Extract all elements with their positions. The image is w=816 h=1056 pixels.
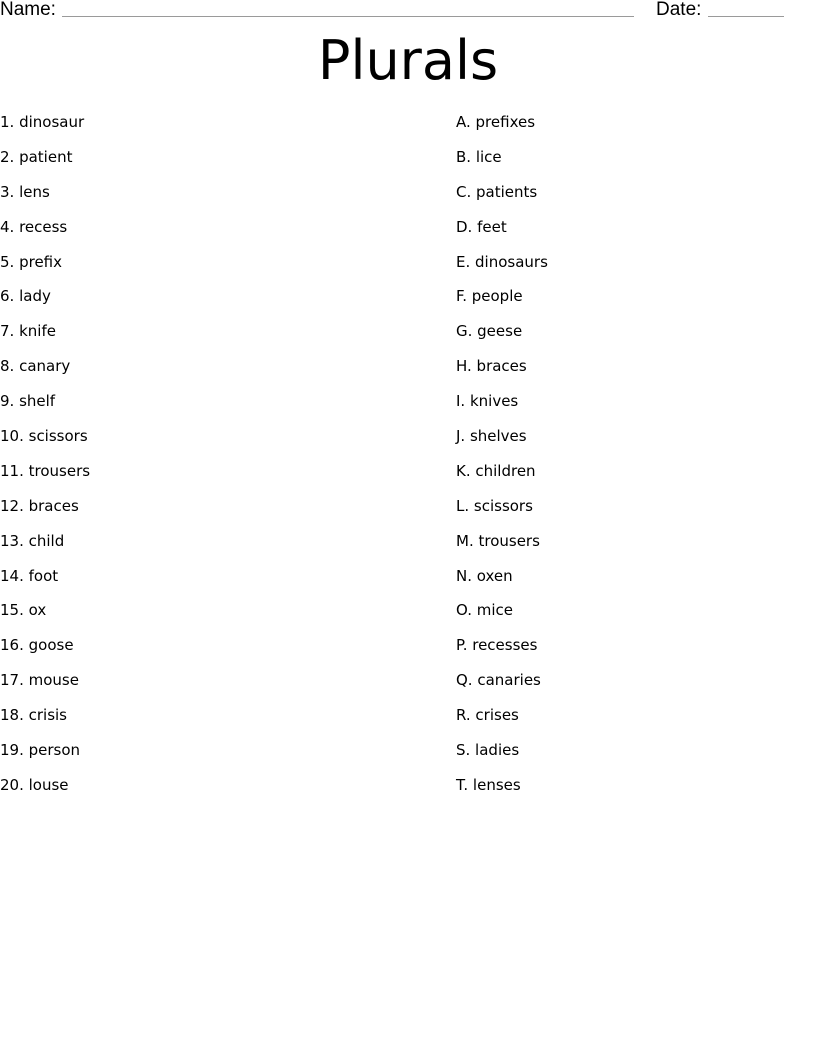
singular-item: 8. canary	[0, 357, 71, 376]
plural-item: P. recesses	[456, 636, 538, 655]
singular-item: 19. person	[0, 741, 81, 760]
plural-item: B. lice	[456, 147, 502, 166]
singular-item: 13. child	[0, 531, 65, 550]
plural-item: K. children	[456, 461, 536, 480]
singular-item: 18. crisis	[0, 706, 68, 725]
singular-item: 4. recess	[0, 217, 68, 236]
page-title: Plurals	[317, 29, 499, 92]
singular-item: 15. ox	[0, 601, 47, 620]
plural-item: L. scissors	[456, 496, 533, 515]
name-label: Name:	[0, 0, 56, 20]
singular-item: 11. trousers	[0, 461, 91, 480]
date-field[interactable]	[708, 16, 784, 17]
plural-item: M. trousers	[456, 531, 540, 550]
worksheet-header	[0, 0, 816, 22]
plural-item: I. knives	[456, 392, 519, 411]
plural-item: N. oxen	[456, 566, 513, 585]
plural-item: S. ladies	[456, 741, 520, 760]
plural-word-list	[456, 111, 548, 809]
plural-item: R. crises	[456, 706, 519, 725]
plural-item: C. patients	[456, 182, 538, 201]
plural-item: E. dinosaurs	[456, 252, 548, 271]
singular-item: 1. dinosaur	[0, 113, 85, 131]
singular-item: 10. scissors	[0, 427, 88, 446]
singular-item: 6. lady	[0, 287, 51, 306]
singular-item: 2. patient	[0, 147, 73, 166]
plural-item: J. shelves	[456, 427, 527, 446]
plural-item: A. prefixes	[456, 113, 536, 131]
singular-item: 20. louse	[0, 775, 69, 794]
singular-item: 12. braces	[0, 496, 79, 515]
plural-item: T. lenses	[456, 775, 521, 794]
singular-item: 3. lens	[0, 182, 50, 201]
singular-item: 7. knife	[0, 322, 56, 341]
plural-item: F. people	[456, 287, 523, 306]
singular-item: 9. shelf	[0, 392, 56, 411]
singular-item: 16. goose	[0, 636, 74, 655]
date-label: Date:	[656, 0, 702, 20]
name-field[interactable]	[62, 16, 634, 17]
plural-item: O. mice	[456, 601, 513, 620]
singular-item: 17. mouse	[0, 671, 79, 690]
singular-word-list	[0, 111, 90, 809]
plural-item: D. feet	[456, 217, 507, 236]
plural-item: Q. canaries	[456, 671, 541, 690]
singular-item: 5. prefix	[0, 252, 62, 271]
plural-item: G. geese	[456, 322, 523, 341]
singular-item: 14. foot	[0, 566, 59, 585]
plural-item: H. braces	[456, 357, 527, 376]
